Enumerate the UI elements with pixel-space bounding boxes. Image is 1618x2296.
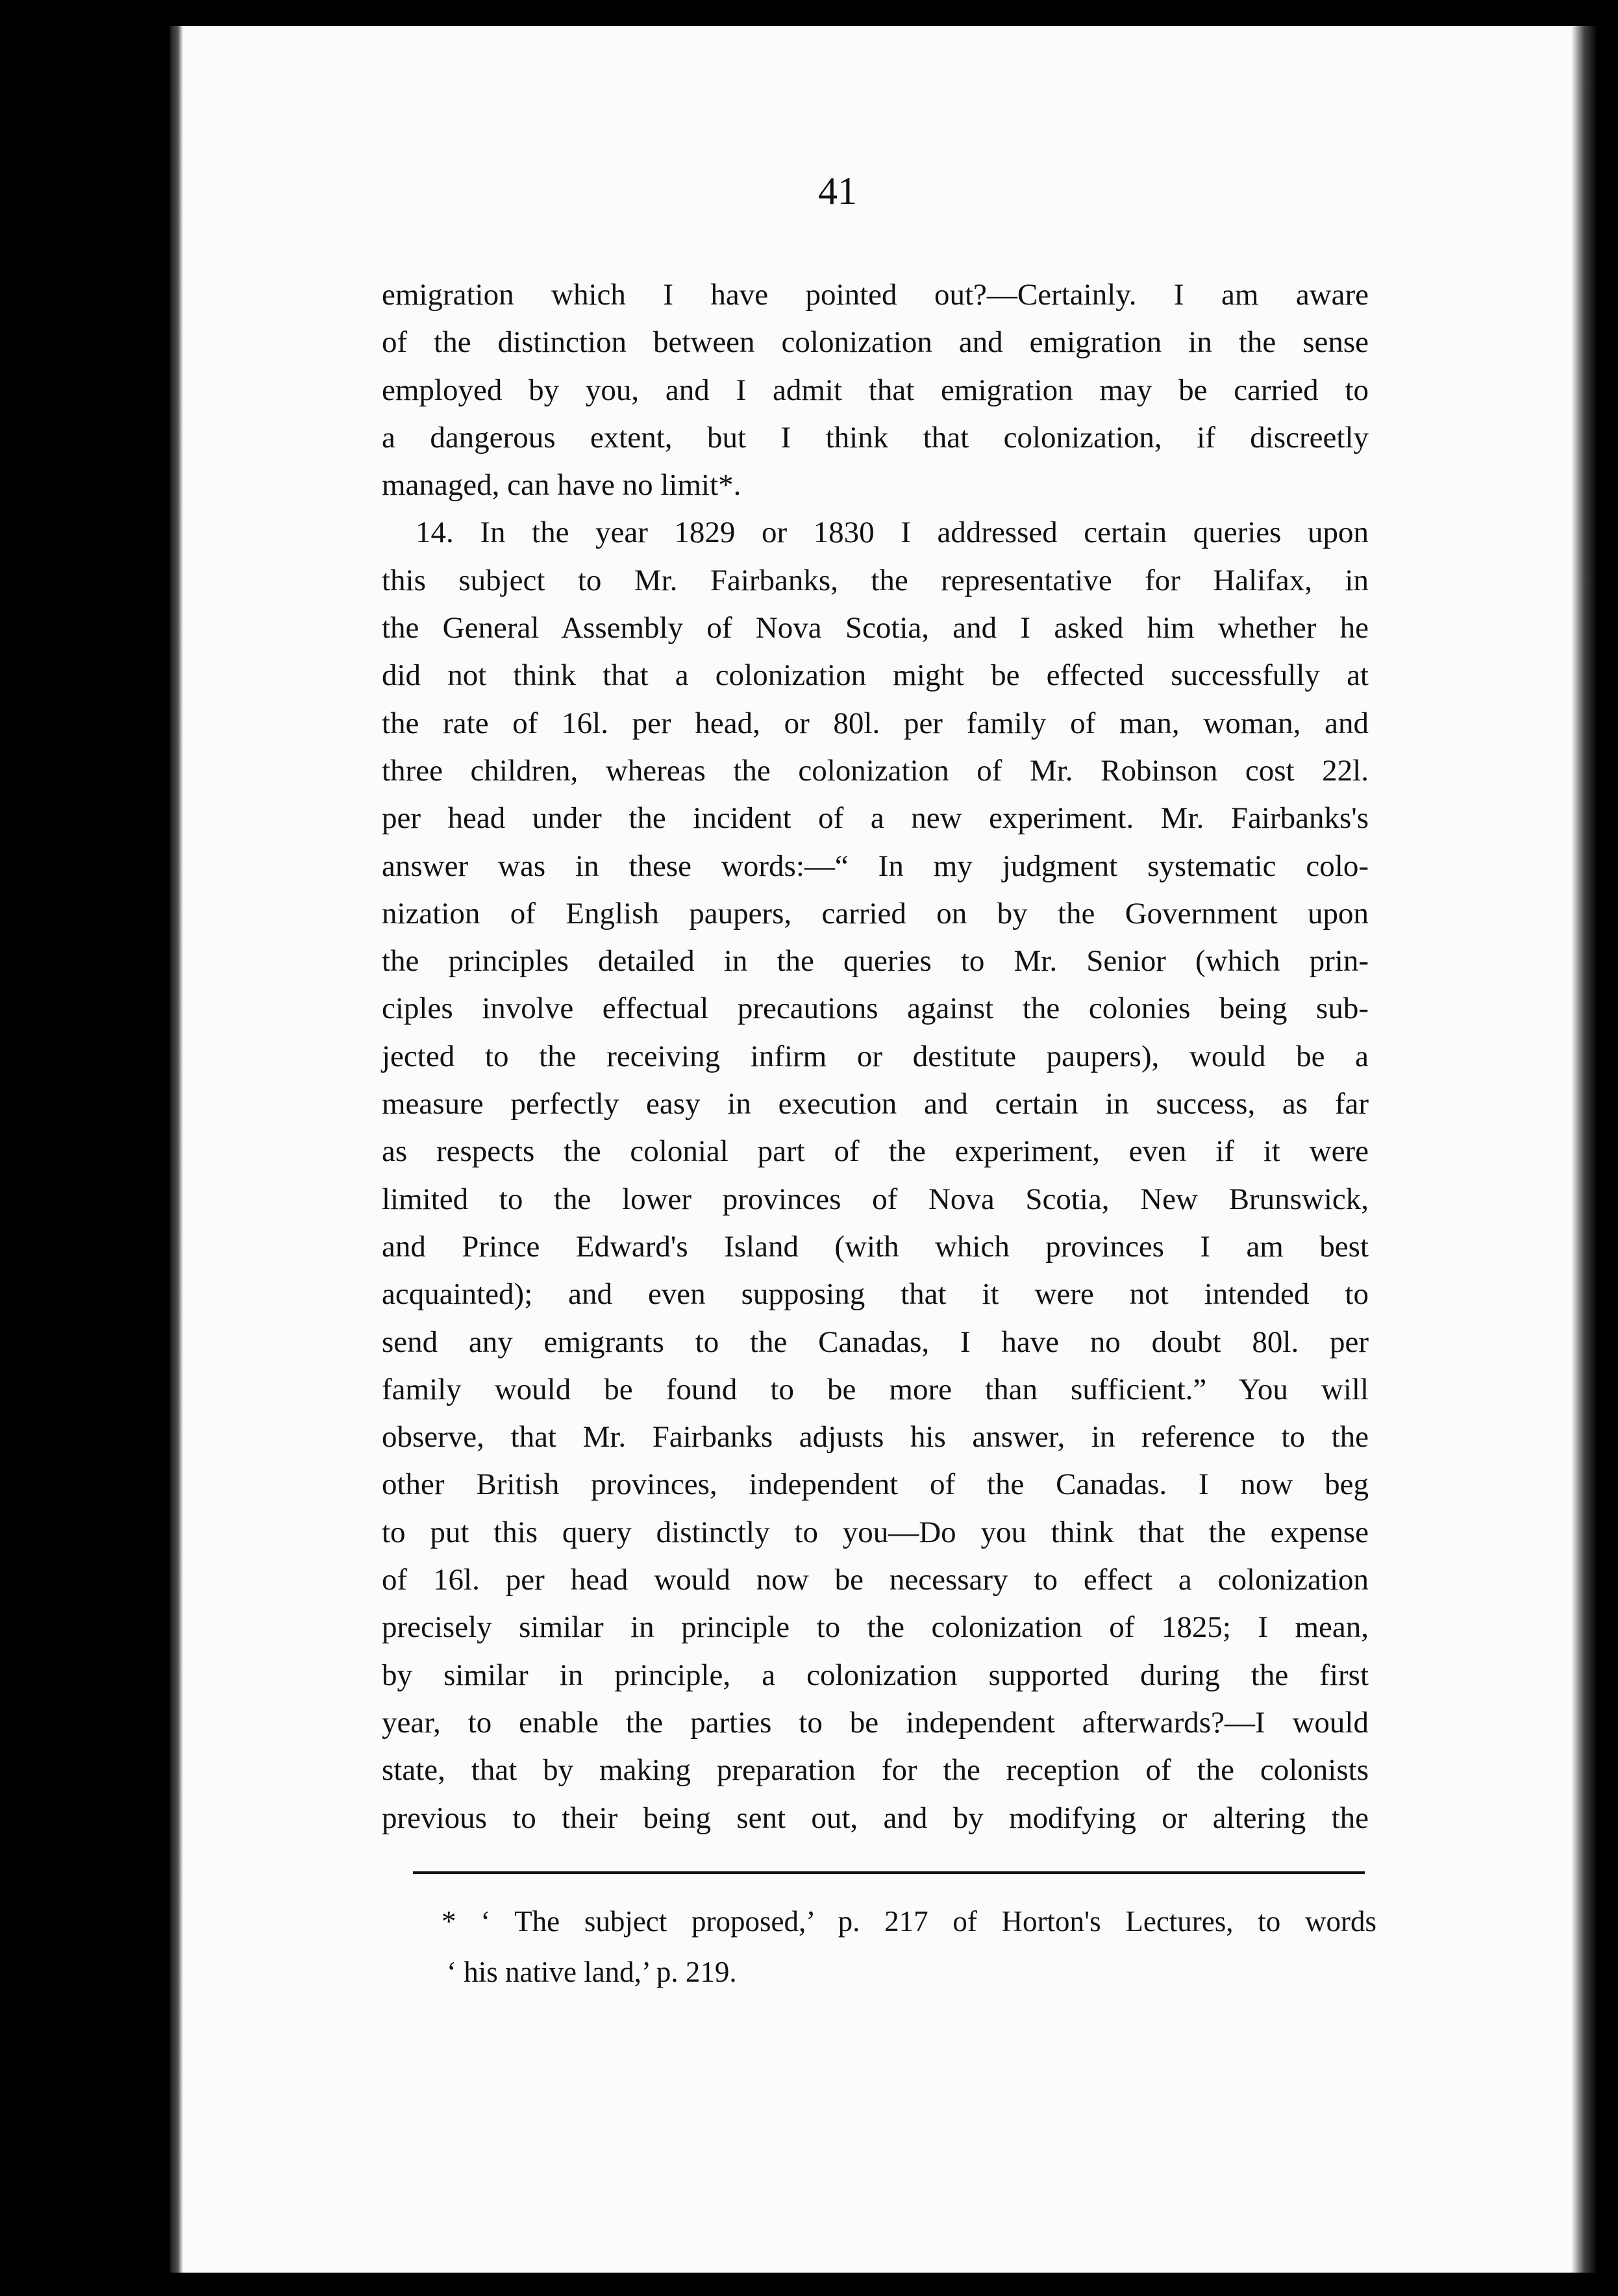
footnote-line: ‘ his native land,’ p. 219. [447,1956,737,1988]
text-line: nization of English paupers, carried on by the Government upon [382,896,1369,930]
text-line: measure perfectly easy in execution and certain in success, as far [382,1087,1369,1121]
footnote [442,1896,1376,1997]
text-line: previous to their being sent out, and by modifying or altering the [382,1801,1369,1835]
footnote-line: * ‘ The subject proposed,’ p. 217 of Horton's Lectures, to words [442,1905,1376,1938]
text-line: answer was in these words:—“ In my judgment systematic colo- [382,849,1369,883]
text-line: of the distinction between colonization and emigration in the sense [382,325,1369,360]
text-line: precisely similar in principle to the colonization of 1825; I mean, [382,1610,1369,1645]
text-line: jected to the receiving infirm or destitute paupers), would be a [382,1039,1369,1073]
text-line: ciples involve effectual precautions against the colonies being sub- [382,992,1369,1026]
text-line: by similar in principle, a colonization supported during the first [382,1658,1369,1692]
text-line: acquainted); and even supposing that it were not intended to [382,1277,1369,1312]
page-right-edge [1571,26,1597,2273]
text-line: observe, that Mr. Fairbanks adjusts his answer, in reference to the [382,1420,1369,1454]
text-line: managed, can have no limit*. [382,468,741,503]
paragraph-14-start: 14. In the year 1829 or 1830 I addressed certain queries upon [416,516,1369,550]
text-line: three children, whereas the colonization of Mr. Robinson cost 22l. [382,753,1369,788]
text-line: did not think that a colonization might be effected successfully at [382,658,1369,693]
text-line: this subject to Mr. Fairbanks, the representative for Halifax, in [382,563,1369,597]
text-line: other British provinces, independent of the Canadas. I now beg [382,1467,1369,1502]
text-line: emigration which I have pointed out?—Certainly. I am aware [382,278,1369,312]
text-line: state, that by making preparation for the reception of the colonists [382,1753,1369,1788]
text-line: as respects the colonial part of the experiment, even if it were [382,1134,1369,1169]
text-line: and Prince Edward's Island (with which provinces I am best [382,1229,1369,1264]
body-text [382,271,1369,1842]
text-line: send any emigrants to the Canadas, I have no doubt 80l. per [382,1325,1369,1359]
text-line: family would be found to be more than sufficient.” You will [382,1372,1369,1406]
scan-top-border [0,0,1618,26]
text-line: per head under the incident of a new experiment. Mr. Fairbanks's [382,801,1369,836]
page-number: 41 [818,169,857,212]
text-line: year, to enable the parties to be independent afterwards?—I would [382,1705,1369,1740]
text-line: to put this query distinctly to you—Do you think that the expense [382,1515,1369,1549]
text-line: of 16l. per head would now be necessary to effect a colonization [382,1563,1369,1597]
text-line: limited to the lower provinces of Nova Scotia, New Brunswick, [382,1182,1369,1216]
text-line: the principles detailed in the queries to Mr. Senior (which prin- [382,944,1369,979]
footnote-divider [413,1871,1365,1874]
scan-bottom-border [0,2273,1618,2296]
text-line: employed by you, and I admit that emigration may be carried to [382,373,1369,407]
text-line: the rate of 16l. per head, or 80l. per family of man, woman, and [382,706,1369,740]
text-line: the General Assembly of Nova Scotia, and I asked him whether he [382,611,1369,645]
text-line: a dangerous extent, but I think that colonization, if discreetly [382,420,1369,455]
page-binding-edge [170,26,183,2273]
